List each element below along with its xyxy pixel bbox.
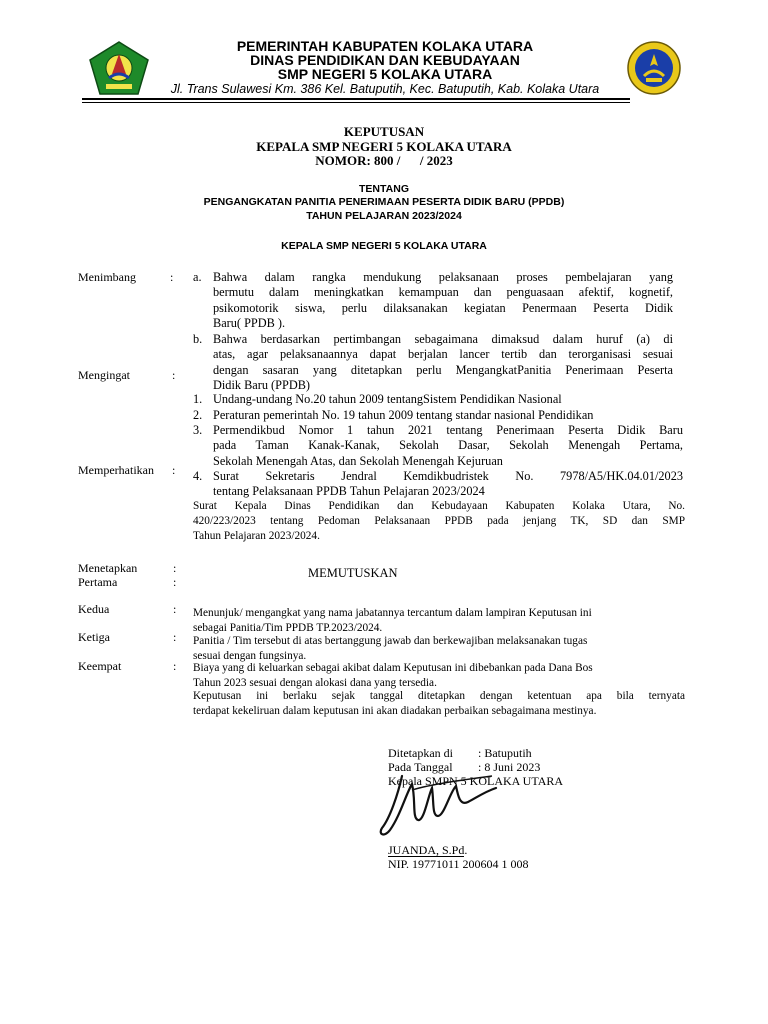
colon-kedua: : — [173, 602, 177, 616]
label-kedua: Kedua — [78, 602, 110, 616]
sig-ditetapkan-value: : Batuputih — [478, 746, 532, 760]
memperhatikan-text: Surat Kepala Dinas Pendidikan dan Kebudayaan Kabupaten Kolaka Utara, No. 420/223/2023 tentang Pedoman Pelaksanaan PPDB pada jenjang TK, SD dan SMP Tahun Pelajaran 2023/2024. — [193, 500, 685, 542]
decision-keempat: Biaya yang di keluarkan sebagai akibat dalam Keputusan ini dibebankan pada Dana Bos Tahun 2023 sesuai dengan alokasi dana yang tersedia. — [193, 662, 593, 689]
sig-nip: NIP. 19771011 200604 1 008 — [388, 857, 529, 871]
subject-tentang: TENTANG — [359, 183, 409, 195]
menimbang-a-marker: a. — [193, 270, 202, 284]
subject-year: TAHUN PELAJARAN 2023/2024 — [306, 210, 462, 222]
decision-closing: Keputusan ini berlaku sejak tanggal ditetapkan dengan ketentuan apa bila ternyata terdapat kekeliruan dalam keputusan ini akan diadakan perbaikan sebagaimana mestinya. — [193, 690, 685, 717]
sig-name: JUANDA, S.Pd. — [388, 843, 468, 857]
mengingat-2-text: Peraturan pemerintah No. 19 tahun 2009 tentang standar nasional Pendidikan — [213, 407, 594, 422]
subject-issuer: KEPALA SMP NEGERI 5 KOLAKA UTARA — [281, 240, 487, 252]
sig-ditetapkan-label: Ditetapkan di — [388, 746, 453, 760]
label-ketiga: Ketiga — [78, 630, 110, 644]
mengingat-3-text: Permendikbud Nomor 1 tahun 2021 tentang Penerimaan Peserta Didik Baru pada Taman Kanak-Kanak, Sekolah Dasar, Sekolah Menengah Pertama, Sekolah Menengah Atas, dan Sekolah Menengah Kejuruan — [213, 423, 683, 468]
mengingat-4-text: Surat Sekretaris Jendral Kemdikbudristek No. 7978/A5/HK.04.01/2023 tentang Pelaksanaan PPDB Tahun Pelajaran 2023/2024 — [213, 469, 683, 499]
colon-menimbang: : — [170, 270, 174, 284]
colon-memperhatikan: : — [172, 463, 176, 477]
header-school: SMP NEGERI 5 KOLAKA UTARA — [277, 66, 493, 82]
mengingat-2-marker: 2. — [193, 407, 203, 422]
sig-tanggal-value: : 8 Juni 2023 — [478, 760, 541, 774]
title-issuer: KEPALA SMP NEGERI 5 KOLAKA UTARA — [256, 139, 512, 154]
colon-mengingat: : — [172, 368, 176, 382]
handwritten-signature — [372, 766, 522, 846]
subject-title: PENGANGKATAN PANITIA PENERIMAAN PESERTA DIDIK BARU (PPDB) — [203, 196, 565, 208]
mengingat-3-marker: 3. — [193, 423, 203, 437]
title-keputusan: KEPUTUSAN — [343, 124, 425, 139]
regency-emblem-icon — [88, 40, 150, 96]
mengingat-1-text: Undang-undang No.20 tahun 2009 tentangSistem Pendidikan Nasional — [213, 392, 562, 406]
label-menimbang: Menimbang — [78, 270, 136, 284]
header-department: DINAS PENDIDIKAN DAN KEBUDAYAAN — [250, 52, 520, 68]
right-logo — [626, 40, 682, 96]
header-address: Jl. Trans Sulawesi Km. 386 Kel. Batuputih, Kec. Batuputih, Kab. Kolaka Utara — [170, 82, 600, 96]
colon-keempat: : — [173, 659, 177, 673]
label-memperhatikan: Memperhatikan — [78, 463, 154, 477]
menimbang-b-marker: b. — [193, 332, 203, 346]
header-government: PEMERINTAH KABUPATEN KOLAKA UTARA — [236, 38, 534, 54]
label-mengingat: Mengingat — [78, 368, 130, 382]
mengingat-4-marker: 4. — [193, 469, 203, 483]
menimbang-b-text: Bahwa berdasarkan pertimbangan sebagaimana dimaksud dalam huruf (a) di atas, agar pelaksanaannya dapat berjalan lancer tertib dan terorganisasi sesuai dengan sasaran yang ditetapkan perlu MengangkatPanitia Penerimaan Peserta Didik Baru (PPDB) — [213, 332, 673, 392]
sig-tanggal-label: Pada Tanggal — [388, 760, 453, 774]
header-rule-thick — [82, 98, 630, 100]
header-rule-thin — [82, 102, 630, 103]
label-pertama: Pertama — [78, 575, 118, 589]
sig-position: Kepala SMPN 5 KOLAKA UTARA — [388, 774, 564, 788]
decision-ketiga: Panitia / Tim tersebut di atas bertanggung jawab dan berkewajiban melaksanakan tugas sesuai dengan fungsinya. — [193, 635, 588, 662]
mengingat-1-marker: 1. — [193, 392, 203, 406]
title-number: NOMOR: 800 / / 2023 — [315, 153, 453, 168]
label-keempat: Keempat — [78, 659, 122, 673]
education-emblem-icon — [626, 40, 682, 96]
colon-pertama: : — [173, 575, 177, 589]
decision-kedua: Menunjuk/ mengangkat yang nama jabatannya tercantum dalam lampiran Keputusan ini sebagai Panitia/Tim PPDB TP.2023/2024. — [193, 607, 592, 634]
memutuskan-heading: MEMUTUSKAN — [308, 566, 398, 580]
left-logo — [88, 40, 150, 96]
signature-scribble-icon — [372, 766, 522, 846]
menimbang-a-text: Bahwa dalam rangka mendukung pelaksanaan proses pembelajaran yang bermutu dalam meningkatkan kemampuan dan penguasaan afektif, kognetif, psikomotorik siswa, perlu dilaksanakan kegiatan Penermaan Peserta Didik Baru( PPDB ). — [213, 270, 673, 330]
colon-menetapkan: : — [173, 561, 177, 575]
colon-ketiga: : — [173, 630, 177, 644]
label-menetapkan: Menetapkan — [78, 561, 138, 575]
